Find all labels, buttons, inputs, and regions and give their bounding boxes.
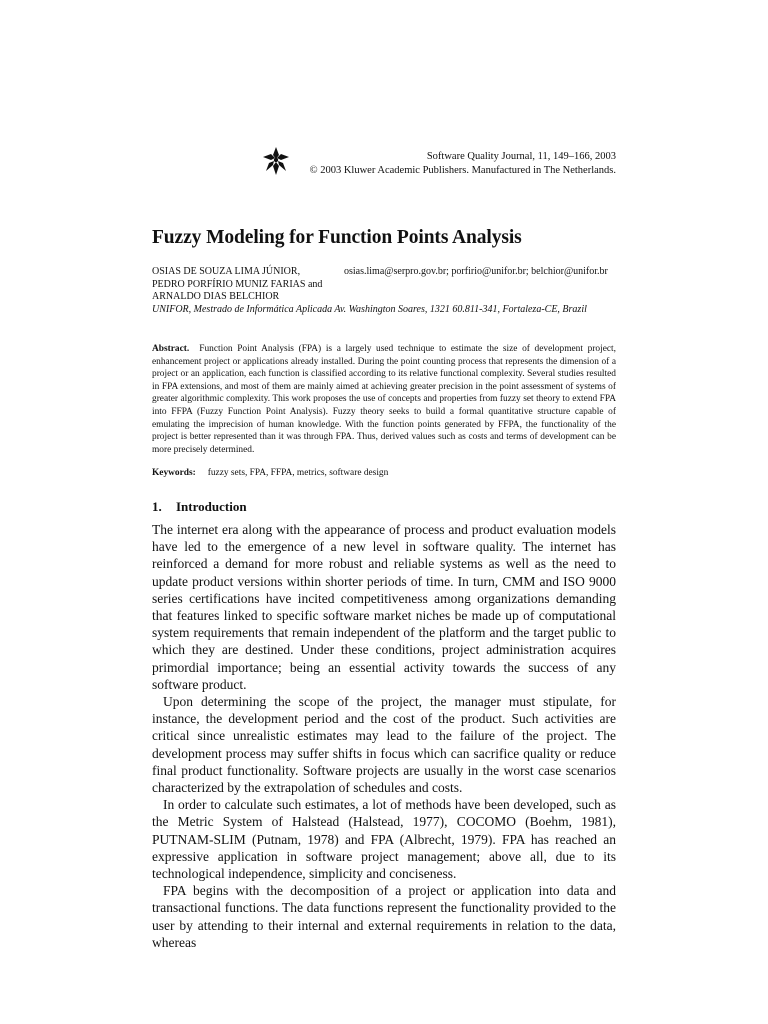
abstract-label: Abstract. — [152, 344, 190, 354]
publisher-logo-icon — [262, 146, 290, 176]
section-title: Introduction — [176, 499, 247, 514]
keywords — [152, 468, 388, 478]
body-paragraph: The internet era along with the appearance of process and product evaluation models have led to the emergence of a new level in software quality. The internet has reinforced a demand for more robust and reliable systems as well as the need to update product versions within shorter periods of time. In turn, CMM and ISO 9000 series certifications have incited competitiveness among organizations demanding that features linked to specific software market niches be made up of computational system requirements that remain independent of the platform and the target public to which they are destined. Under these conditions, project administration acquires primordial importance; being an essential activity towards the success of any software product. — [152, 522, 616, 692]
keywords-label: Keywords: — [152, 468, 196, 478]
author-affiliation: UNIFOR, Mestrado de Informática Aplicada Av. Washington Soares, 1321 60.811-341, Fortaleza-CE, Brazil — [152, 304, 587, 315]
journal-info — [310, 150, 616, 178]
author-name: ARNALDO DIAS BELCHIOR — [152, 291, 280, 302]
author-name: OSIAS DE SOUZA LIMA JÚNIOR, — [152, 266, 301, 277]
section-number: 1. — [152, 499, 162, 514]
keywords-text: fuzzy sets, FPA, FFPA, metrics, software design — [207, 468, 389, 478]
section-heading — [152, 499, 247, 515]
body-paragraph: FPA begins with the decomposition of a project or application into data and transactional functions. The data functions represent the functionality provided to the user by attending to their internal and external requirements in relation to the data, whereas — [152, 883, 616, 950]
paper-title: Fuzzy Modeling for Function Points Analysis — [152, 227, 522, 248]
copyright-notice: © 2003 Kluwer Academic Publishers. Manufactured in The Netherlands. — [309, 165, 616, 176]
abstract-text: Function Point Analysis (FPA) is a largely used technique to estimate the size of development project, enhancement project or applications already installed. During the point counting process that represents the dimension of a project or an application, each function is classified according to its relative functional complexity. Several studies resulted in FPA extensions, and most of them are mainly aimed at achieving greater precision in the point assessment of systems of greater algorithmic complexity. This work proposes the use of concepts and properties from fuzzy set theory to extend FPA into FFPA (Fuzzy Function Point Analysis). Fuzzy theory seeks to build a formal quantitative structure capable of emulating the imprecision of human knowledge. With the function points generated by FFPA, the functionality of the project is better represented than it was through FPA. Thus, derived values such as costs and terms of development can be more precisely determined. — [152, 344, 616, 455]
author-name: PEDRO PORFÍRIO MUNIZ FARIAS and — [152, 278, 323, 290]
body-paragraph: Upon determining the scope of the project, the manager must stipulate, for instance, the development period and the cost of the product. Such activities are critical since unrealistic estimates may lead to the failure of the project. The development process may suffer shifts in focus which can sacrifice quality or reduce final product functionality. Software projects are usually in the worst case scenarios characterized by the extrapolation of schedules and costs. — [152, 694, 616, 796]
body-paragraph: In order to calculate such estimates, a lot of methods have been developed, such as the Metric System of Halstead (Halstead, 1977), COCOMO (Boehm, 1981), PUTNAM-SLIM (Putnam, 1978) and FPA (Albrecht, 1979). FPA has reached an expressive application in software project management; above all, due to its technological independence, simplicity and conciseness. — [152, 797, 616, 882]
body-text — [152, 521, 616, 951]
author-emails: osias.lima@serpro.gov.br; porfirio@unifor.br; belchior@unifor.br — [344, 266, 608, 277]
abstract — [152, 343, 616, 456]
journal-citation: Software Quality Journal, 11, 149–166, 2003 — [426, 151, 616, 162]
